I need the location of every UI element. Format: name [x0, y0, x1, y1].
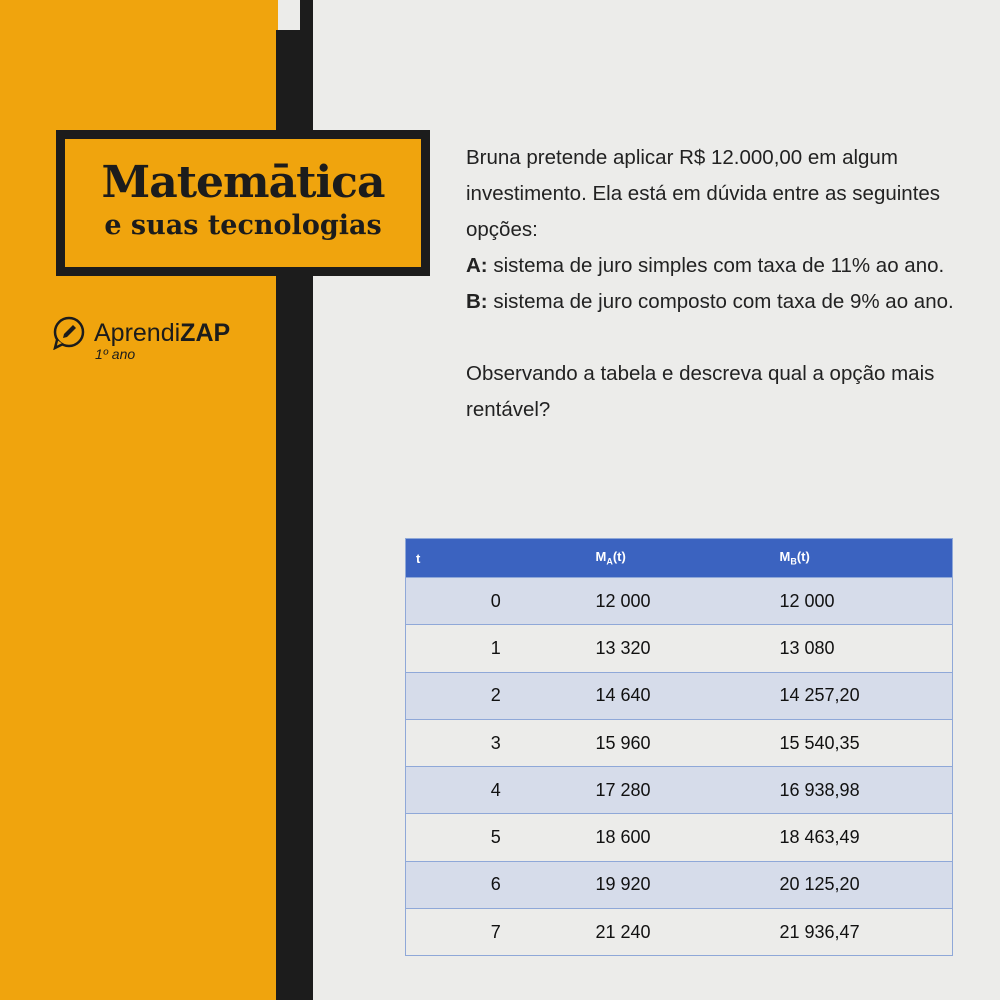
cell-t: 4 [406, 767, 586, 814]
subject-title-box [56, 130, 430, 276]
question-text [466, 140, 966, 428]
cell-mb: 18 463,49 [770, 814, 953, 861]
cell-ma: 21 240 [586, 909, 770, 956]
cell-t: 3 [406, 719, 586, 766]
cell-t: 6 [406, 861, 586, 908]
cell-ma: 12 000 [586, 578, 770, 625]
cell-mb: 15 540,35 [770, 719, 953, 766]
cell-mb: 21 936,47 [770, 909, 953, 956]
brand-name-regular: Aprendi [94, 318, 181, 347]
cell-t: 5 [406, 814, 586, 861]
cell-t: 1 [406, 625, 586, 672]
header-t: t [406, 539, 586, 578]
option-b [466, 284, 966, 320]
table-row [406, 672, 953, 719]
header-mb: $M_B(t)$ [770, 539, 953, 578]
header-ma: $M_A(t)$ [586, 539, 770, 578]
brand-logo [52, 316, 230, 350]
table-row [406, 861, 953, 908]
table-row [406, 578, 953, 625]
cell-mb: 12 000 [770, 578, 953, 625]
cell-ma: 13 320 [586, 625, 770, 672]
cell-mb: 13 080 [770, 625, 953, 672]
option-a-text: sistema de juro simples com taxa de 11% ao ano. [487, 254, 945, 277]
cell-ma: 19 920 [586, 861, 770, 908]
question-intro: Bruna pretende aplicar R$ 12.000,00 em algum investimento. Ela está em dúvida entre as seguintes opções: [466, 146, 941, 241]
table-row [406, 814, 953, 861]
investment-table [405, 538, 953, 956]
cell-ma: 17 280 [586, 767, 770, 814]
table-row [406, 909, 953, 956]
option-a-label: A: [466, 254, 488, 277]
cell-mb: 16 938,98 [770, 767, 953, 814]
table-row [406, 767, 953, 814]
cell-ma: 18 600 [586, 814, 770, 861]
subject-title: Matemātica [101, 157, 385, 208]
option-b-text: sistema de juro composto com taxa de 9% ao ano. [487, 290, 954, 313]
grade-label: 1º ano [95, 346, 136, 362]
subject-subtitle: e suas tecnologias [104, 210, 382, 241]
cell-t: 0 [406, 578, 586, 625]
cell-mb: 20 125,20 [770, 861, 953, 908]
cell-mb: 14 257,20 [770, 672, 953, 719]
divider-bar-top [300, 0, 313, 32]
table-row [406, 719, 953, 766]
cell-t: 7 [406, 909, 586, 956]
option-b-label: B: [466, 290, 488, 313]
cell-ma: 15 960 [586, 719, 770, 766]
table-row [406, 625, 953, 672]
cell-t: 2 [406, 672, 586, 719]
brand-name-bold: ZAP [180, 318, 231, 347]
cell-ma: 14 640 [586, 672, 770, 719]
pencil-chat-icon [52, 316, 86, 350]
question-prompt: Observando a tabela e descreva qual a opção mais rentável? [466, 362, 935, 421]
brand-name [94, 319, 230, 348]
option-a [466, 248, 966, 284]
